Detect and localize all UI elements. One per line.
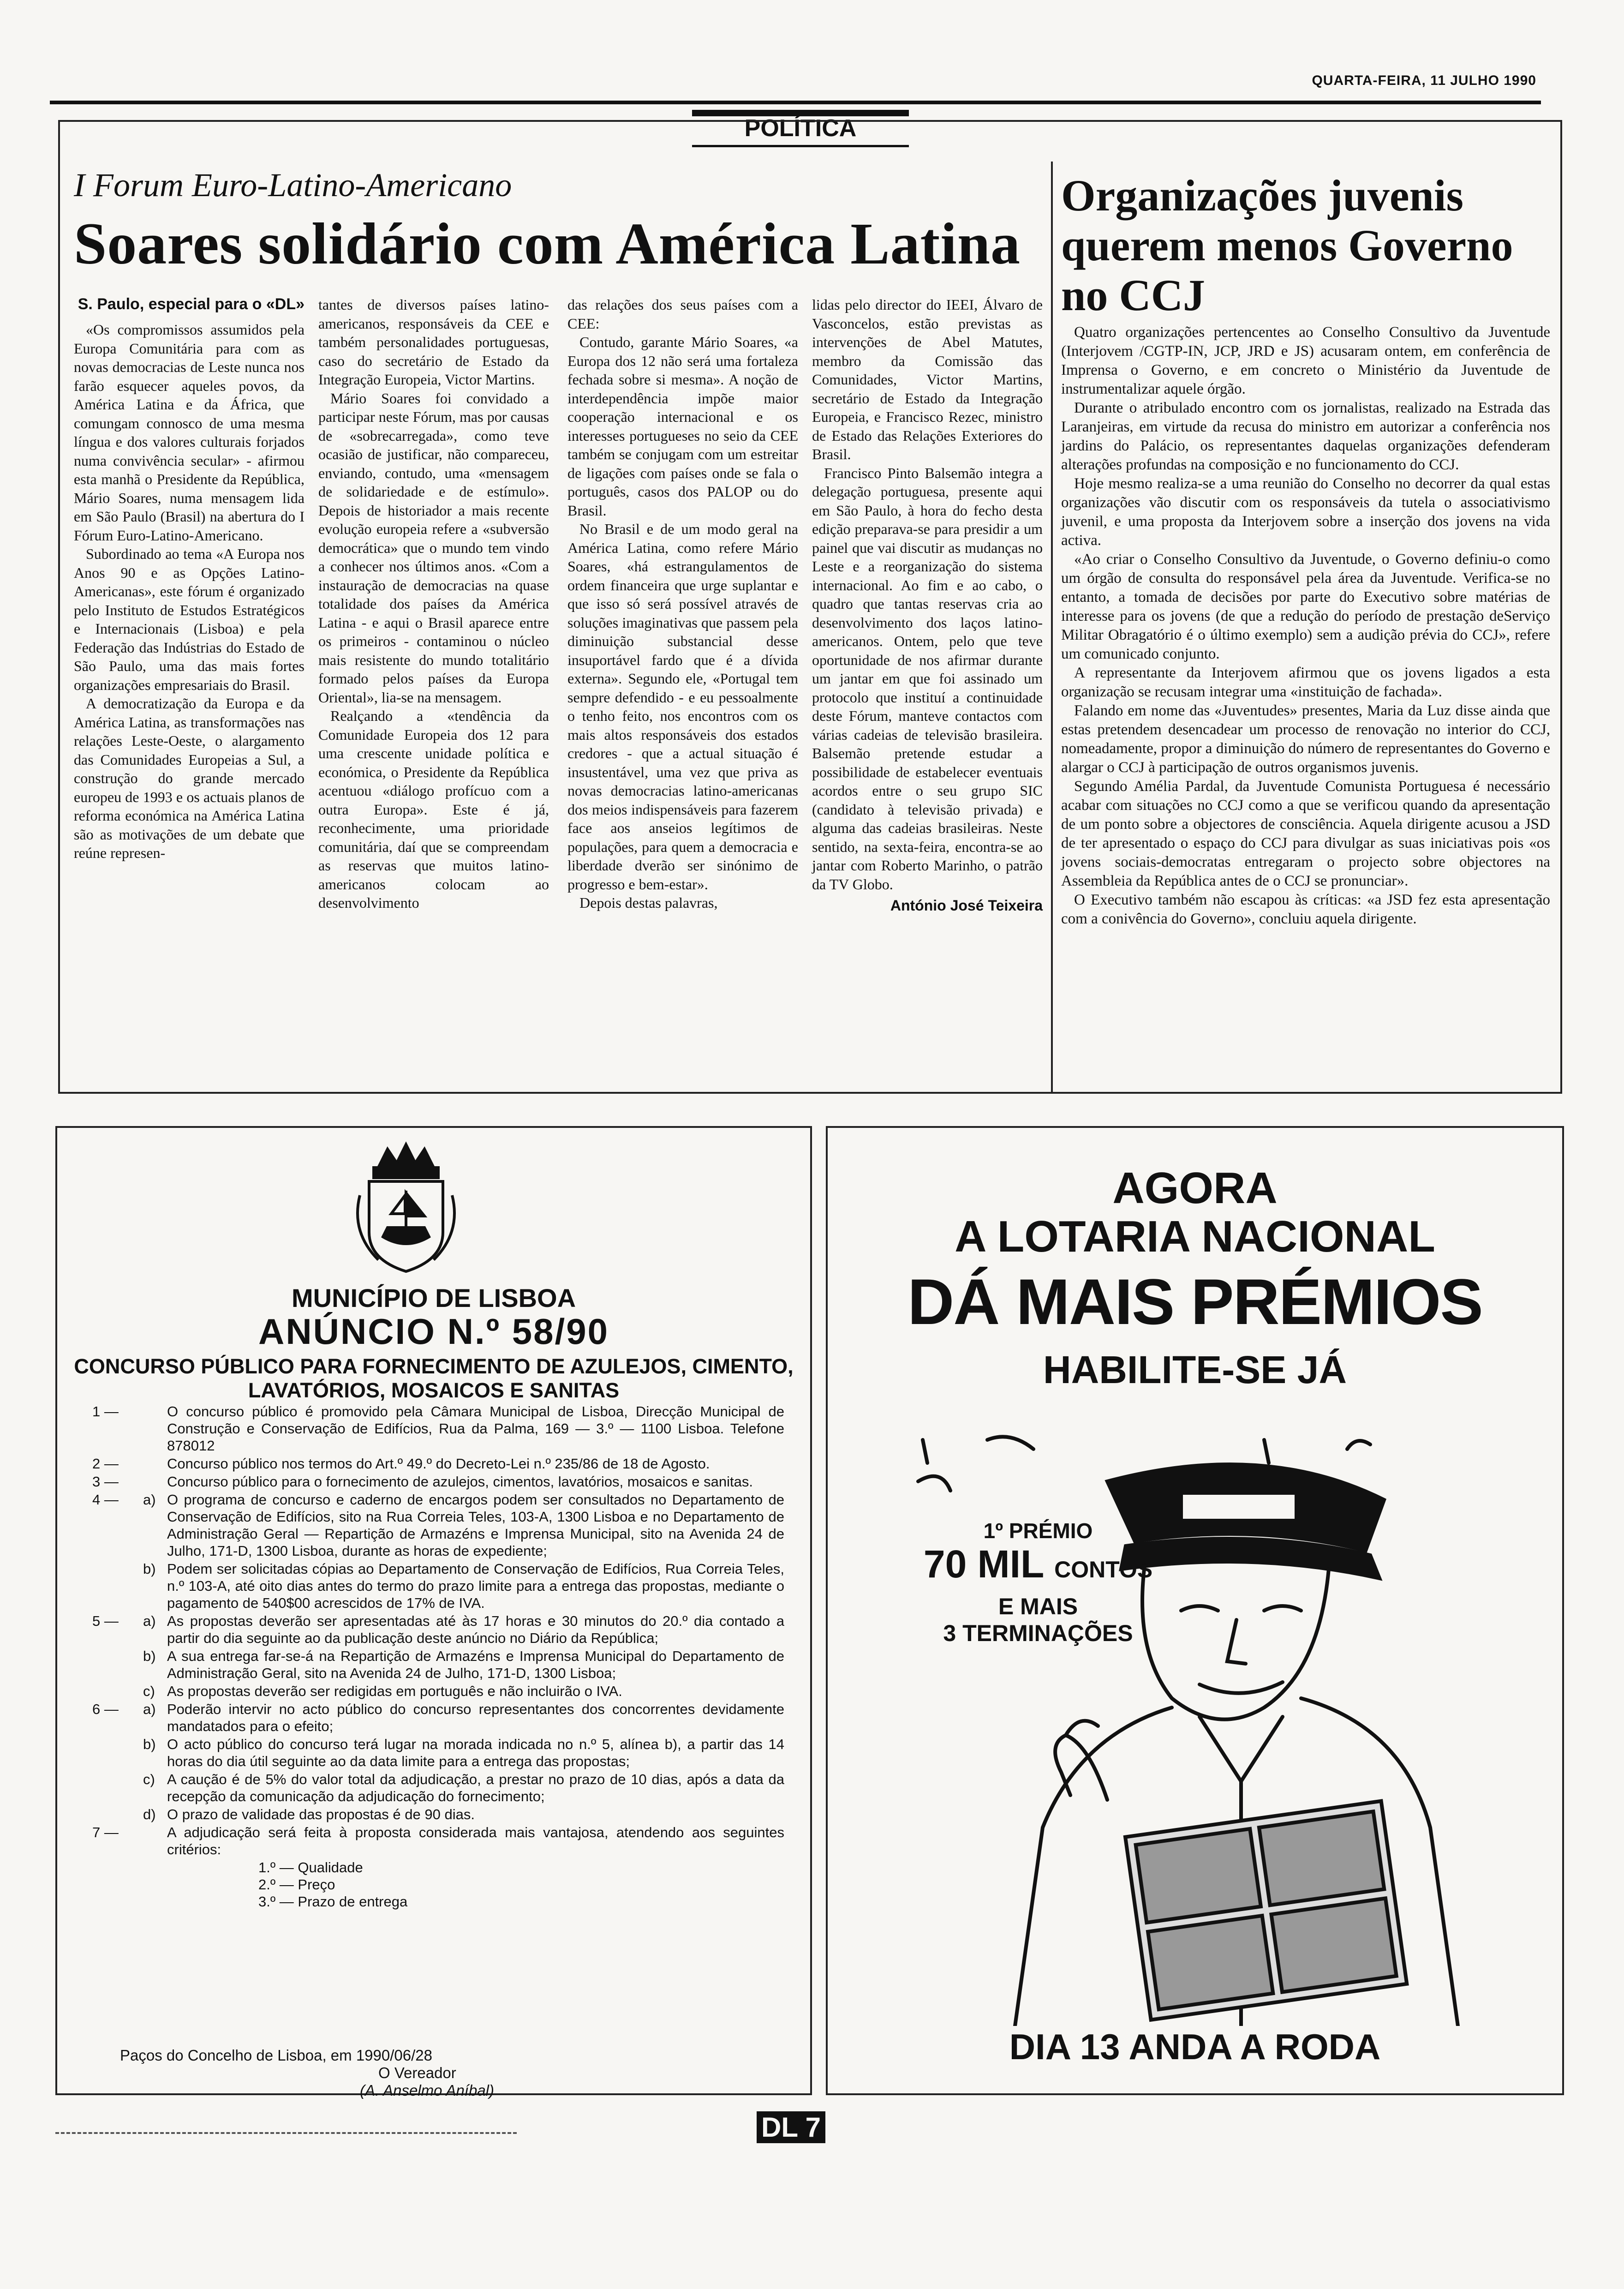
ad-item	[92, 1806, 784, 1823]
article-column-3	[567, 295, 798, 912]
ad-item-number: 6 —	[92, 1701, 119, 1717]
ad-issuer: MUNICÍPIO DE LISBOA	[291, 1283, 576, 1312]
ad-item-text: A sua entrega far-se-á na Repartição de Armazéns e Imprensa Municipal do Departamento de Administração Geral, sito na Avenida 24 de Julho, 171-D, 1300 Lisboa;	[167, 1648, 784, 1681]
ad-item-sub	[143, 1473, 167, 1490]
section-label: POLÍTICA	[692, 114, 909, 147]
ad-item-sub	[143, 1455, 167, 1472]
ad-item	[92, 1560, 784, 1612]
ad-item	[92, 1612, 784, 1647]
article-paragraph: Depois destas palavras,	[579, 894, 718, 911]
ad-item-number	[92, 1736, 143, 1770]
article-column-1	[74, 295, 304, 863]
lottery-prize-box	[918, 1518, 1158, 1647]
lottery-line-4: HABILITE-SE JÁ	[1043, 1348, 1347, 1391]
prize-unit: CONTOS	[1054, 1557, 1153, 1582]
sidebar-paragraph: Segundo Amélia Pardal, da Juventude Comunista Portuguesa é necessário acabar com situações no CCJ como a que se verificou quando da apresentação de um ponto sobre a objectores de consciência. Aquela dirigente acusou a JSD de ter apresentado o espaço do CCJ para divulgar as suas iniciativas pois «os jovens sociais-democratas entregaram o projecto sobre objectores na Assembleia da República antes de o CCJ se pronunciar».	[1061, 778, 1550, 889]
ad-item-text: O acto público do concurso terá lugar na morada indicada no n.º 5, alínea b), a partir das 14 horas do dia útil seguinte ao da data limite para a entrega das propostas;	[167, 1736, 784, 1769]
ad-item-number: 4 —	[92, 1492, 119, 1508]
article-paragraph: Mário Soares foi convidado a participar neste Fórum, mas por causas de «sobrecarregada», como teve ocasião de justificar, não compareceu, enviando, contudo, uma «mensagem de solidariedade e de estímulo». Depois de historiador a mais recente evolução europeia refere a «subversão democrática» que o mundo tem vindo a conhecer nos últimos anos. «Com a instauração de democracias na quase totalidade dos países da América Latina - e aqui o Brasil aparece entre os primeiros - contaminou o núcleo mais resistente do mundo totalitário formado pelos países da Europa Oriental», lia-se na mensagem.	[318, 389, 549, 706]
sidebar-paragraph: Quatro organizações pertencentes ao Conselho Consultivo da Juventude (Interjovem /CGTP-IN, JCP, JRD e JS) acusaram ontem, em conferência de Imprensa o Governo, e em concreto o Ministério da Juventude de instrumentalizar aquele órgão.	[1061, 324, 1550, 397]
ad-item	[92, 1701, 784, 1735]
prize-more: E MAIS	[998, 1594, 1078, 1619]
article-byline: S. Paulo, especial para o «DL»	[78, 295, 304, 313]
lottery-vendor-illustration	[849, 1412, 1541, 2026]
prize-endings: 3 TERMINAÇÕES	[943, 1620, 1133, 1646]
article-paragraph: Realçando a «tendência da Comunidade Europeia dos 12 para uma crescente unidade política e económica, o Presidente da República acentuou «diálogo profícuo com a outra Europa». Este é já, reconhecimente, uma prioridade comunitária, daí que se compreendam as reservas que muitos latino-americanos colocam ao desenvolvimento	[318, 707, 549, 911]
issue-date: QUARTA-FEIRA, 11 JULHO 1990	[1312, 73, 1536, 88]
ad-item	[92, 1648, 784, 1682]
ad-item	[92, 1736, 784, 1770]
article-column-2	[318, 295, 549, 912]
article-signature: António José Teixeira	[890, 897, 1043, 914]
ad-item-sub: b)	[143, 1736, 156, 1752]
ad-number: ANÚNCIO N.º 58/90	[258, 1311, 609, 1352]
lisbon-crest-icon	[351, 1140, 461, 1278]
article-headline: Soares solidário com América Latina	[74, 211, 1021, 276]
ad-item	[92, 1473, 784, 1490]
lottery-footer: DIA 13 ANDA A RODA	[1009, 2026, 1381, 2067]
sidebar-paragraph: Hoje mesmo realiza-se a uma reunião do Conselho no decorrer da qual estas organizações vão discutir com os responsáveis da tutela o associativismo juvenil, e uma proposta da Interjovem sobre a inserção dos jovens na vida activa.	[1061, 475, 1550, 549]
ad-item	[92, 1491, 784, 1559]
ad-item-text: Poderão intervir no acto público do concurso representantes dos concorrentes devidamente mandatados para o efeito;	[167, 1701, 784, 1734]
article-kicker: I Forum Euro-Latino-Americano	[74, 167, 512, 204]
ad-item-sub: b)	[143, 1561, 156, 1577]
ad-item-text: Podem ser solicitadas cópias ao Departamento de Conservação de Edifícios, Rua Correia Teles, n.º 103-A, até oito dias antes do termo do prazo limite para a entrega das propostas, mediante o pagamento de 540$00 acrescidos de 17% de IVA.	[167, 1561, 784, 1611]
ad-item-sub	[143, 1403, 167, 1454]
lottery-line-2: A LOTARIA NACIONAL	[955, 1212, 1435, 1261]
article-paragraph: Francisco Pinto Balsemão integra a delegação portuguesa, presente aqui em São Paulo, à hora do fecho desta edição preparava-se para presidir a um painel que vai discutir as mudanças no Leste e a reorganização do sistema internacional. Ao fim e ao cabo, o quadro que tantas reservas cria ao desenvolvimento dos laços latino-americanos. Ontem, pelo que teve oportunidade de nos afirmar durante um jantar em que foi assinado um protocolo que instituí a continuidade deste Fórum, manteve contactos com várias cadeias de televisão brasileira. Balsemão pretende estudar a possibilidade de estabelecer eventuais acordos entre o seu grupo SIC (candidato à televisão privada) e alguma das cadeias brasileiras. Neste sentido, na sexta-feira, encontra-se ao jantar com Roberto Marinho, o patrão da TV Globo.	[812, 464, 1043, 893]
ad-item-sub: c)	[143, 1771, 155, 1787]
ad-item-number: 2 —	[92, 1456, 119, 1472]
sidebar-paragraph: «Ao criar o Conselho Consultivo da Juventude, o Governo definiu-o como um órgão de consulta do responsável pela área da Juventude. Verifica-se no entanto, a tomada de decisões por parte do Executivo sobre matérias de interesse para os jovens (de que a redução do período de prestação deServiço Militar Obragatório é o último exemplo) sem a audição prévia do CCJ», refere um comunicado conjunto.	[1061, 551, 1550, 662]
ad-item-number	[92, 1648, 143, 1682]
lottery-line-3: DÁ MAIS PRÉMIOS	[908, 1265, 1482, 1338]
ad-item-text: Concurso público nos termos do Art.º 49.º do Decreto-Lei n.º 235/86 de 18 de Agosto.	[167, 1456, 710, 1472]
article-paragraph: tantes de diversos países latino-americanos, responsáveis da CEE e também personalidades portuguesas, caso do secretário de Estado da Integração Europeia, Victor Martins.	[318, 296, 549, 388]
ad-item-text: A caução é de 5% do valor total da adjudicação, a prestar no prazo de 10 dias, após a data da recepção da comunicação da adjudicação do fornecimento;	[167, 1771, 784, 1804]
top-rule	[50, 101, 1541, 104]
ad-item-sub: c)	[143, 1683, 155, 1699]
prize-label: 1º PRÉMIO	[983, 1519, 1093, 1543]
ad-criterion: 3.º — Prazo de entrega	[258, 1894, 408, 1910]
article-paragraph: das relações dos seus países com a CEE:	[567, 296, 798, 332]
sidebar-paragraph: O Executivo também não escapou às críticas: «a JSD fez esta apresentação com a conivência do Governo», concluiu aquela dirigente.	[1061, 892, 1550, 927]
ad-item-number: 1 —	[92, 1403, 119, 1420]
ad-footer-place: Paços do Concelho de Lisboa, em 1990/06/28	[120, 2047, 432, 2064]
ad-item-number	[92, 1806, 143, 1823]
article-paragraph: Contudo, garante Mário Soares, «a Europa dos 12 não será uma fortaleza fechada sobre si mesma». A noção de interdependência impõe maior cooperação internacional e os interesses portugueses no seio da CEE também se conjugam com um estreitar de ligações com países onde se fala o português, casos dos PALOP ou do Brasil.	[567, 334, 798, 519]
ad-item-number	[92, 1560, 143, 1612]
ad-item-sub: a)	[143, 1613, 156, 1629]
article-paragraph: «Os compromissos assumidos pela Europa Comunitária para com as novas democracias de Leste nunca nos farão esquecer aqueles povos, da América Latina e da África, que comungam connosco de uma mesma língua e dos valores culturais forjados numa convivência secular» - afirmou esta manhã o Presidente da República, Mário Soares, numa mensagem lida em São Paulo (Brasil) na abertura do I Fórum Euro-Latino-Americano.	[74, 321, 304, 544]
article-column-4	[812, 295, 1043, 915]
ad-item-text: O programa de concurso e caderno de encargos podem ser consultados no Departamento de Conservação de Edifícios, sito na Rua Correia Teles, 103-A, 1300 Lisboa e no Departamento de Administração Geral — Repartição de Armazéns e Imprensa Municipal, sito na Avenida 24 de Julho, 171-D, 1300 Lisboa, durante as horas de expediente;	[167, 1492, 784, 1559]
article-paragraph: Subordinado ao tema «A Europa nos Anos 90 e as Opções Latino-Americanas», este fórum é organizado pelo Instituto de Estudos Estratégicos e Internacionais (Lisboa) e pela Federação das Indústrias do Estado de São Paulo, uma das mais fortes organizações empresariais do Brasil.	[74, 545, 304, 693]
article-paragraph: No Brasil e de um modo geral na América Latina, como refere Mário Soares, «há estrangulamentos de ordem financeira que urge suplantar e que isso só será possível através de soluções imaginativas que passem pela diminuição substancial desse insuportável fardo que é a dívida externa». Segundo ele, «Portugal tem sempre defendido - e eu pessoalmente o tenho feito, nos encontros com os mais altos responsáveis dos estados credores - que a actual situação é insustentável, uma vez que priva as novas democracias latino-americanas dos meios indispensáveis para fazerem face aos anseios legítimos de populações, para quem a democracia e liberdade dverão ser sinónimo de progresso e bem-estar».	[567, 521, 798, 893]
ad-item-sub: d)	[143, 1806, 156, 1822]
article-paragraph: A democratização da Europa e da América Latina, as transformações nas relações Leste-Oeste, o alargamento das Comunidades Europeias a Sul, a construção do grande mercado europeu de 1993 e os actuais planos de reforma económica na América Latina são as motivações de um debate que reúne represen-	[74, 695, 304, 861]
footer-dash	[55, 2132, 517, 2134]
ad-item-sub: a)	[143, 1701, 156, 1717]
ad-item	[92, 1683, 784, 1700]
ad-item-text: A adjudicação será feita à proposta considerada mais vantajosa, atendendo aos seguintes critérios:	[167, 1824, 784, 1858]
ad-item	[92, 1455, 784, 1472]
ad-item-text: Concurso público para o fornecimento de azulejos, cimentos, lavatórios, mosaicos e sanitas.	[167, 1474, 753, 1490]
ad-item-number: 5 —	[92, 1613, 119, 1629]
ad-item	[92, 1824, 784, 1858]
ad-item-sub	[143, 1824, 167, 1858]
ad-item-text: O concurso público é promovido pela Câmara Municipal de Lisboa, Direcção Municipal de Construção e Conservação de Edifícios, Rua da Palma, 169 — 3.º — 1100 Lisboa. Telefone 878012	[167, 1403, 784, 1454]
sidebar-paragraph: A representante da Interjovem afirmou que os jovens ligados a esta organização se recusam integrar uma «instituição de fachada».	[1061, 665, 1550, 700]
ad-item-text: As propostas deverão ser redigidas em português e não incluirão o IVA.	[167, 1683, 622, 1699]
lottery-line-1: AGORA	[1112, 1163, 1278, 1213]
ad-title: CONCURSO PÚBLICO PARA FORNECIMENTO DE AZULEJOS, CIMENTO, LAVATÓRIOS, MOSAICOS E SANITAS	[74, 1354, 794, 1402]
ad-items	[92, 1403, 784, 1910]
ad-item-number	[92, 1771, 143, 1805]
ad-item-sub: a)	[143, 1492, 156, 1508]
sidebar-body	[1061, 323, 1550, 929]
article-paragraph: lidas pelo director do IEEI, Álvaro de Vasconcelos, estão previstas as intervenções de Abel Matutes, membro da Comissão das Comunidades, Victor Martins, secretário de Estado da Integração Europeia, e Francisco Rezec, ministro de Estado das Relações Exteriores do Brasil.	[812, 296, 1043, 462]
ad-footer	[120, 2047, 581, 2099]
ad-item-number	[92, 1683, 143, 1700]
ad-footer-role: O Vereador	[378, 2064, 456, 2081]
sidebar-paragraph: Durante o atribulado encontro com os jornalistas, realizado na Estrada das Laranjeiras, em virtude da recusa do ministro em autorizar a conferência nos jardins do Palácio, os representantes daquelas organizações defenderam alterações profundas na composição e no funcionamento do CCJ.	[1061, 400, 1550, 473]
ad-item-number: 3 —	[92, 1474, 119, 1490]
ad-criterion: 1.º — Qualidade	[258, 1859, 363, 1876]
sidebar-headline: Organizações juvenis querem menos Governo no CCJ	[1061, 171, 1513, 320]
ad-item	[92, 1771, 784, 1805]
ad-item-text: O prazo de validade das propostas é de 90 dias.	[167, 1806, 475, 1822]
ad-footer-name: (A. Anselmo Aníbal)	[360, 2082, 495, 2099]
page-number: DL 7	[757, 2111, 825, 2143]
ad-item-text: As propostas deverão ser apresentadas até às 17 horas e 30 minutos do 20.º dia contado a partir do dia seguinte ao da publicação deste anúncio no Diário da República;	[167, 1613, 784, 1646]
ad-item-sub: b)	[143, 1648, 156, 1664]
ad-item-number: 7 —	[92, 1824, 119, 1840]
ad-item	[92, 1403, 784, 1454]
prize-amount: 70 MIL	[923, 1542, 1044, 1586]
ad-criterion: 2.º — Preço	[258, 1876, 335, 1893]
sidebar-paragraph: Falando em nome das «Juventudes» presentes, Maria da Luz disse ainda que estas pretendem desencadear um processo de renovação no interior do CCJ, nomeadamente, propor a diminuição do número de representantes do Governo e alargar o CCJ à participação de outros organismos juvenis.	[1061, 702, 1550, 776]
